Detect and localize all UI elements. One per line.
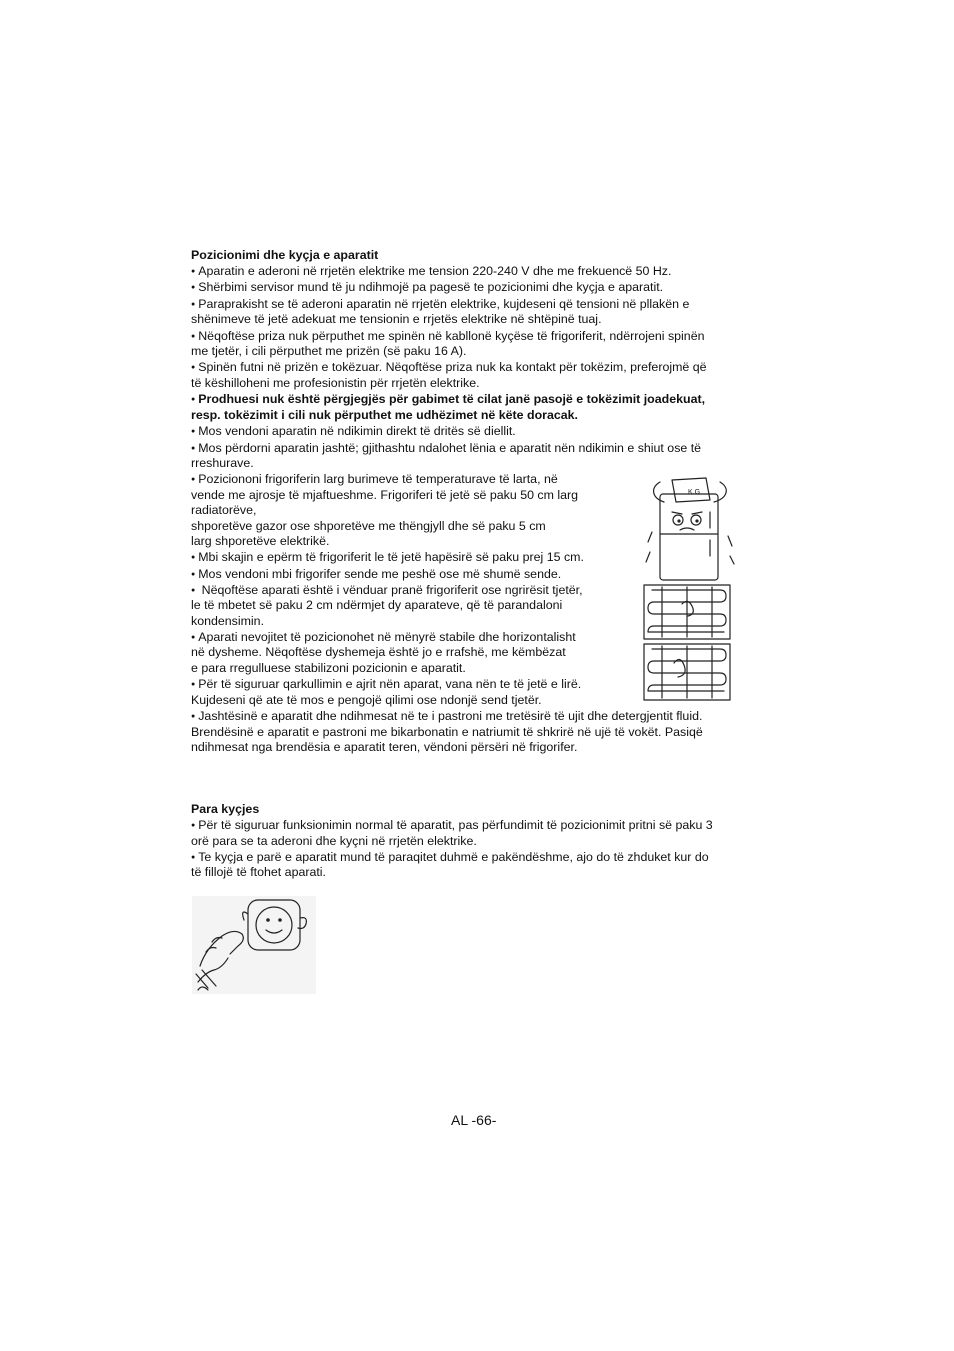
text-line: ● Nëqoftëse aparati është i vënduar pranë frigoriferit ose ngrirësit tjetër, <box>191 583 771 599</box>
text-line: rreshurave. <box>191 456 254 470</box>
text-line: orë para se ta aderoni dhe kyçni në rrjetën elektrike. <box>191 834 477 848</box>
text-line: ● Jashtësinë e aparatit dhe ndihmesat në te i pastroni me tretësirë të ujit dhe detergjentit fluid. <box>191 709 771 725</box>
sweating-fridge-illustration <box>642 472 738 582</box>
text-line: ● Aparati nevojitet të pozicionohet në mënyrë stabile dhe horizontalisht <box>191 630 771 646</box>
text-line: ● Paraprakisht se të aderoni aparatin në rrjetën elektrike, kujdeseni që tensioni në pllakën e <box>191 297 771 313</box>
section-heading-before-connecting: Para kyçjes <box>191 802 260 816</box>
text-line: në dysheme. Nëqoftëse dyshemeja është jo e rrafshë, me këmbëzat <box>191 645 566 659</box>
text-line: Brendësinë e aparatit e pastroni me bikarbonatin e natriumit të shkrirë në ujë të vokët. Pasiqë <box>191 725 703 739</box>
text-line: ● Te kyçja e parë e aparatit mund të paraqitet duhmë e pakëndëshme, ajo do të zhduket kur do <box>191 850 771 866</box>
text-line: të këshilloheni me profesionistin për rrjetën elektrike. <box>191 376 480 390</box>
box-label: K.G <box>688 489 701 496</box>
page-number: AL -66- <box>451 1112 497 1128</box>
text-line: ● Mos vendoni mbi frigorifer sende me peshë ose më shumë sende. <box>191 567 771 583</box>
warning-line: resp. tokëzimit i cili nuk përputhet me udhëzimet në këte doracak. <box>191 408 578 422</box>
text-line: ● Mos përdorni aparatin jashtë; gjithashtu ndalohet lënia e aparatit nën ndikimin e shiut ose të <box>191 441 771 457</box>
text-line: e para rregulluese stabilizoni pozicionin e aparatit. <box>191 661 466 675</box>
text-line: ● Nëqoftëse priza nuk përputhet me spinën në kabllonë kyçëse të frigoriferit, ndërrojeni spinën <box>191 329 771 345</box>
text-line: shënimeve të jetë adekuat me tensionin e rrjetës elektrike në shtëpinë tuaj. <box>191 312 602 326</box>
text-line: kondensimin. <box>191 614 265 628</box>
text-line: radiatorëve, <box>191 503 257 517</box>
plug-socket-illustration <box>192 896 316 994</box>
condenser-coil-illustration <box>642 643 732 701</box>
text-line: ndihmesat nga brendësia e aparatit teren, vëndoni përsëri në frigorifer. <box>191 740 578 754</box>
text-line: ● Shërbimi servisor mund të ju ndihmojë pa pagesë te pozicionimi dhe kyçja e aparatit. <box>191 280 771 296</box>
section-heading-positioning: Pozicionimi dhe kyçja e aparatit <box>191 248 379 262</box>
text-line: shporetëve gazor ose shporetëve me thëngjyll dhe së paku 5 cm <box>191 519 546 533</box>
text-line: të fillojë të ftohet aparati. <box>191 865 327 879</box>
text-line: ● Mos vendoni aparatin në ndikimin direkt të dritës së diellit. <box>191 424 771 440</box>
condenser-coil-illustration <box>642 584 732 640</box>
text-line: ● Për të siguruar funksionimin normal të aparatit, pas përfundimit të pozicionimit pritni së paku 3 <box>191 818 771 834</box>
text-line: vende me ajrosje të mjaftueshme. Frigoriferi të jetë së paku 50 cm larg <box>191 488 579 502</box>
warning-line: ● Prodhuesi nuk është përgjegjës për gabimet të cilat janë pasojë e tokëzimit joadekuat, <box>191 392 771 408</box>
text-line: ● Poziciononi frigoriferin larg burimeve të temperaturave të larta, në <box>191 472 771 488</box>
text-line: me tjetër, i cili përputhet me prizën (së paku 16 A). <box>191 344 467 358</box>
text-line: Kujdeseni që ate të mos e pengojë qilimi ose ndonjë send tjetër. <box>191 693 542 707</box>
text-line: larg shporetëve elektrikë. <box>191 534 330 548</box>
text-line: ● Spinën futni në prizën e tokëzuar. Nëqoftëse priza nuk ka kontakt për tokëzim, preferojmë që <box>191 360 771 376</box>
text-line: ● Për të siguruar qarkullimin e ajrit nën aparat, vana nën te të jetë e lirë. <box>191 677 771 693</box>
text-line: ● Aparatin e aderoni në rrjetën elektrike me tension 220-240 V dhe me frekuencë 50 Hz. <box>191 264 771 280</box>
text-line: le të mbetet së paku 2 cm ndërmjet dy aparateve, që të parandaloni <box>191 598 563 612</box>
text-line: ● Mbi skajin e epërm të frigoriferit le të jetë hapësirë së paku prej 15 cm. <box>191 550 771 566</box>
